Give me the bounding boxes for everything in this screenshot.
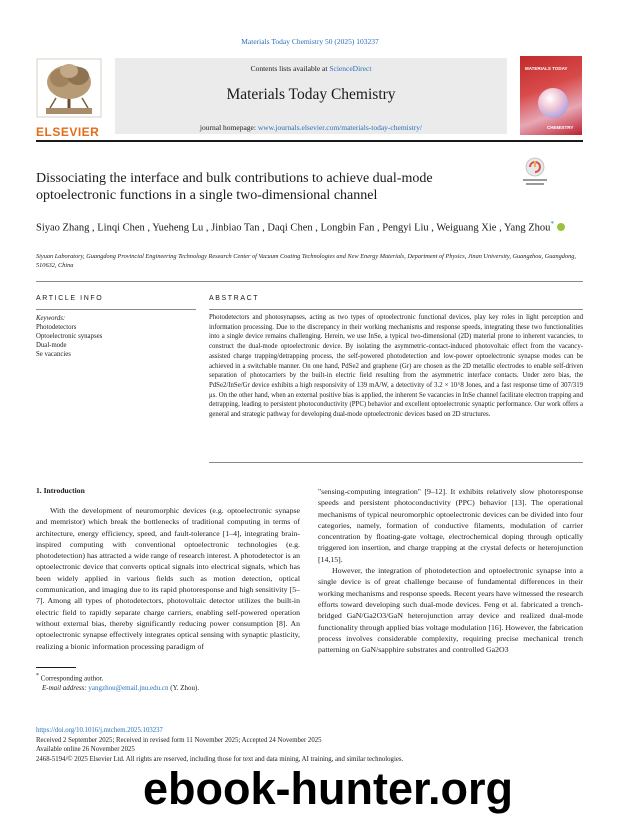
abstract-text: Photodetectors and photosynapses, acting as two types of optoelectronic functional devices, play key roles in light perception and information processing. Due to the discrepancy in their working mechanisms and response speeds, integrating these two functionalities into a single device remains challenging. Herein, we use InSe, a typical two-dimensional (2D) material prone to inherent vacancies, to construct the dual-mode optoelectronic device. By isolating the asymmetric-contact-induced photovoltaic effect from the vacancy-assisted charge trapping/detrapping process, the self-powered photodetection and low-power optoelectronic synapse modes can be achieved in a switchable manner. On one hand, PdSe2 and graphene (Gr) are chosen as the 2D metallic electrodes to enable self-driven separation of photocarriers by the built-in electric field resulting from the asymmetric interface contacts. Under zero bias, the PdSe2/InSe/Gr device exhibits a high responsivity of 139 mA/W, a detectivity of 3.2 × 10^8 Jones, and a fast response time of 307/319 μs. On the other hand, when an external positive bias is applied, the inherent Se vacancies in InSe channel facilitate electron trapping and detrapping, leading to persistent photoconductivity (PPC) behavior and excellent optoelectronic synaptic performance. Our work offers a general and strategic pathway for developing dual-mode optoelectronic devices based on 2D structures.	[209, 314, 583, 419]
contents-line	[115, 64, 507, 73]
elsevier-logo	[36, 58, 104, 139]
corresponding-author-mark[interactable]: *	[550, 220, 554, 228]
elsevier-tree-icon	[36, 58, 102, 118]
author-names: Siyao Zhang , Linqi Chen , Yueheng Lu , Jinbiao Tan , Daqi Chen , Longbin Fan , Pengyi Liu , Weiguang Xie , Yang Zhou	[36, 222, 551, 234]
intro-paragraph: "sensing-computing integration" [9–12]. It exhibits relatively slow photoresponse speeds and persistent photoconductivity (PPC) behavior [13]. The operational mechanisms of typical neuromorphic optoelectronic devices can be divided into four categories, namely, formation of conductive filaments, modulation of carrier concentration by floating-gate voltage, electrochemical doping through optically triggered ion insertion, and charge trapping at the crystal defects or heterojunction [14,15].	[318, 487, 583, 564]
abstract-rule	[209, 309, 583, 310]
article-meta	[36, 726, 403, 764]
affiliation: Siyuan Laboratory, Guangdong Provincial Engineering Technology Research Center of Vacuum Coating Technologies and New Energy Materials, Department of Physics, Jinan University, Guangzhou, Guangdong, 510632, China	[36, 253, 576, 269]
author-list	[36, 216, 576, 237]
keyword: Photodetectors	[36, 324, 77, 331]
intro-left-column	[36, 505, 300, 652]
email-label: E-mail address:	[42, 684, 87, 693]
corresponding-note: Corresponding author.	[40, 674, 104, 683]
elsevier-wordmark: ELSEVIER	[36, 125, 100, 139]
header-rule	[36, 140, 583, 142]
abstract-bottom-rule	[209, 462, 583, 463]
contents-prefix: Contents lists available at	[250, 64, 330, 73]
email-suffix: (Y. Zhou).	[170, 684, 200, 693]
doi-link[interactable]: https://doi.org/10.1016/j.mtchem.2025.103237	[36, 727, 163, 734]
cover-title: MATERIALS TODAY	[525, 66, 568, 71]
homepage-link[interactable]: www.journals.elsevier.com/materials-today-chemistry/	[257, 123, 423, 132]
keywords-block	[36, 314, 102, 359]
watermark: ebook-hunter.org	[143, 763, 513, 814]
available-online: Available online 26 November 2025	[36, 746, 135, 753]
homepage-prefix: journal homepage:	[199, 123, 258, 132]
footnote	[36, 671, 199, 693]
footnote-rule	[36, 667, 76, 668]
affiliation-rule	[36, 281, 583, 282]
introduction-heading: 1. Introduction	[36, 486, 85, 495]
footnote-mark: *	[36, 673, 39, 679]
keyword: Dual-mode	[36, 342, 67, 349]
copyright: 2468-5194/© 2025 Elsevier Ltd. All rights are reserved, including those for text and data mining, AI training, and similar technologies.	[36, 755, 404, 763]
cover-orb-graphic	[538, 88, 568, 118]
journal-citation[interactable]: Materials Today Chemistry 50 (2025) 103237	[241, 37, 379, 46]
abstract-heading: ABSTRACT	[209, 295, 260, 302]
intro-paragraph: With the development of neuromorphic devices (e.g. optoelectronic synapse and memristor) which break the bottlenecks of traditional computing in terms of architecture, energy efficiency, speed, and fault-tolerance [1–4], integrating brain-inspired computing with conventional optoelectronic technologies (e.g. photodetection) has attracted a wide range of research interest. A photodetector is an optoelectronic device that converts optical signals into electrical signals, which has been widely applied in various fields such as motion detection, optical communication, and imaging due to its rapid photoresponse and high sensitivity [5–7]. Among all types of photodetectors, photovoltaic detector utilizes the built-in electric field to rapidly separate charge carriers, enabling self-powered operation without external bias, thereby significantly reducing power consumption [8]. An optoelectronic synapse effectively integrates optical sensing with synaptic plasticity, realizing a bionic information processing paradigm of	[36, 506, 300, 651]
journal-homepage	[115, 123, 507, 132]
article-info-heading: ARTICLE INFO	[36, 295, 104, 302]
email-link[interactable]: yangzhou@email.jnu.edu.cn	[88, 684, 169, 693]
journal-title: Materials Today Chemistry	[226, 86, 396, 103]
intro-right-column	[318, 486, 583, 655]
keyword: Se vacancies	[36, 351, 71, 358]
keyword: Optoelectronic synapses	[36, 333, 103, 340]
intro-paragraph: However, the integration of photodetection and optoelectronic synapse into a single device is of great challenge because of fundamental differences in their working mechanisms and response speeds. Recent years have witnessed the research efforts toward developing such dual-mode devices. Feng et al. fabricated a trench-bridged GaN/Ga2O3/GaN heterojunction array device and realized dual-mode functionality through applied bias voltage modulation [16]. However, the fabrication process involves considerable complexity, requiring precise mechanical trench patterning on GaN/sapphire substrates and controlled Ga2O3	[318, 566, 583, 655]
sciencedirect-link[interactable]: ScienceDirect	[329, 64, 372, 73]
article-info-rule	[36, 309, 196, 310]
check-for-updates-icon[interactable]	[520, 156, 550, 186]
received-dates: Received 2 September 2025; Received in revised form 11 November 2025; Accepted 24 November 2025	[36, 736, 322, 744]
keywords-label: Keywords:	[36, 315, 66, 322]
article-title: Dissociating the interface and bulk contributions to achieve dual-mode optoelectronic functions in a single two-dimensional channel	[36, 171, 433, 203]
orcid-icon[interactable]	[557, 223, 565, 231]
cover-subtitle: CHEMISTRY	[547, 125, 574, 130]
